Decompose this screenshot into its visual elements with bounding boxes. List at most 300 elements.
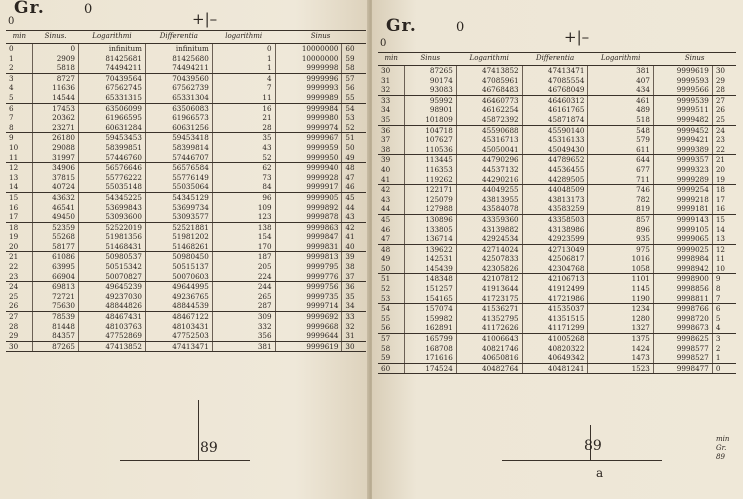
table-cell: 54 xyxy=(342,103,366,113)
table-cell: 49 xyxy=(381,254,391,264)
table-cell: 145439 xyxy=(404,264,456,274)
table-cell: 22 xyxy=(9,262,19,272)
table-row xyxy=(6,301,366,311)
table-cell: 39 xyxy=(381,155,391,165)
table-cell: 30 xyxy=(342,341,366,352)
table-cell: 47752503 xyxy=(145,331,212,341)
table-cell: 40481241 xyxy=(522,363,588,374)
table-cell: 43813173 xyxy=(522,195,588,205)
table-cell: 154165 xyxy=(404,294,456,304)
table-cell: 48467431 xyxy=(79,312,146,322)
table-cell: 5818 xyxy=(33,63,79,73)
table-cell: 9999974 xyxy=(275,123,342,133)
table-cell: 9999892 xyxy=(275,203,342,213)
table-cell: 98901 xyxy=(404,105,456,115)
table-cell: 42507833 xyxy=(456,254,522,264)
table-row xyxy=(6,272,366,282)
table-cell: 74494211 xyxy=(145,63,212,73)
table-row xyxy=(6,292,366,302)
table-cell: 60 xyxy=(378,363,404,374)
table-cell: 9999980 xyxy=(275,113,342,123)
table-cell: 30 xyxy=(381,66,391,75)
table-row xyxy=(378,85,736,95)
table-cell: 37815 xyxy=(33,173,79,183)
table-cell: 46541 xyxy=(33,203,79,213)
column-header: Logarithmi xyxy=(456,53,522,66)
table-cell: 45590140 xyxy=(522,125,588,135)
table-cell: 122171 xyxy=(404,185,456,195)
table-cell: 54345225 xyxy=(79,192,146,202)
column-header: logarithmi xyxy=(212,31,275,44)
page-header-left: Gr. xyxy=(14,0,45,18)
table-row xyxy=(378,353,736,363)
table-row xyxy=(378,284,736,294)
table-cell: 41352795 xyxy=(456,314,522,324)
table-cell: 0 xyxy=(712,363,736,374)
table-row xyxy=(378,165,736,175)
table-cell: 66904 xyxy=(33,272,79,282)
table-cell: 96 xyxy=(212,192,275,202)
table-cell: 45316133 xyxy=(522,135,588,145)
table-cell: 29088 xyxy=(33,143,79,153)
table-row xyxy=(378,95,736,105)
table-cell: 41 xyxy=(378,175,404,185)
table-cell: 139622 xyxy=(404,244,456,254)
table-row xyxy=(378,204,736,214)
page-number-left: 89 xyxy=(200,440,218,456)
table-cell: 45590688 xyxy=(456,125,522,135)
table-cell: 157074 xyxy=(404,304,456,314)
table-cell: 67562739 xyxy=(145,83,212,93)
table-cell: 51468431 xyxy=(79,242,146,252)
table-cell: 3 xyxy=(712,334,736,344)
table-row xyxy=(378,105,736,115)
table-cell: 59453418 xyxy=(145,133,212,143)
table-cell: 55776149 xyxy=(145,173,212,183)
table-cell: 9998766 xyxy=(653,304,712,314)
table-cell: 265 xyxy=(212,292,275,302)
table-cell: 42305826 xyxy=(456,264,522,274)
table-row xyxy=(378,145,736,155)
table-cell: 113445 xyxy=(404,155,456,165)
table-cell: 123 xyxy=(212,212,275,222)
table-cell: 857 xyxy=(588,214,653,224)
table-cell: 40650816 xyxy=(456,353,522,363)
table-row xyxy=(6,113,366,123)
table-cell: 50980450 xyxy=(145,252,212,262)
table-cell: 2 xyxy=(6,63,33,73)
table-cell: 43359360 xyxy=(456,214,522,224)
table-cell: 127988 xyxy=(404,204,456,214)
table-cell: 43139882 xyxy=(456,225,522,235)
table-cell: 46161765 xyxy=(522,105,588,115)
table-cell: 44 xyxy=(378,204,404,214)
table-cell: 15 xyxy=(9,192,19,202)
table-cell: 8727 xyxy=(33,73,79,83)
table-cell: 84357 xyxy=(33,331,79,341)
table-cell: 19 xyxy=(9,232,19,242)
table-cell: 14 xyxy=(6,182,33,192)
table-cell: 40482764 xyxy=(456,363,522,374)
table-row xyxy=(378,135,736,145)
table-row xyxy=(378,264,736,274)
table-cell: 1424 xyxy=(588,344,653,354)
table-cell: 9999593 xyxy=(653,76,712,86)
table-row xyxy=(378,155,736,165)
table-cell: 41913644 xyxy=(456,284,522,294)
table-cell: 9998984 xyxy=(653,254,712,264)
table-cell: 43632 xyxy=(33,192,79,202)
table-cell: 45049430 xyxy=(522,145,588,155)
table-cell: 44289505 xyxy=(522,175,588,185)
table-cell: 20 xyxy=(6,242,33,252)
table-cell: 101809 xyxy=(404,115,456,125)
right-page xyxy=(372,0,743,499)
table-cell: 9999482 xyxy=(653,115,712,125)
table-cell: 44537132 xyxy=(456,165,522,175)
table-cell: 142531 xyxy=(404,254,456,264)
table-row xyxy=(6,262,366,272)
table-cell: 43358503 xyxy=(522,214,588,224)
table-cell: 45050041 xyxy=(456,145,522,155)
table-cell: 47413852 xyxy=(456,66,522,76)
table-cell: 60 xyxy=(342,44,366,54)
table-cell: 1190 xyxy=(588,294,653,304)
table-row xyxy=(378,304,736,314)
table-cell: 53093600 xyxy=(79,212,146,222)
column-header: min xyxy=(378,53,404,66)
table-cell: 53 xyxy=(378,294,404,304)
table-cell: 48 xyxy=(381,244,391,254)
table-cell: 44790296 xyxy=(456,155,522,165)
table-cell: 41721986 xyxy=(522,294,588,304)
table-cell: 9999452 xyxy=(653,125,712,135)
table-cell: 25 xyxy=(712,115,736,125)
table-cell: 12 xyxy=(712,244,736,254)
table-row xyxy=(6,203,366,213)
table-cell: 51 xyxy=(381,274,391,284)
table-cell: 25 xyxy=(9,291,19,301)
table-cell: 60631284 xyxy=(79,123,146,133)
table-cell: 579 xyxy=(588,135,653,145)
table-cell: 55268 xyxy=(33,232,79,242)
table-cell: 45316713 xyxy=(456,135,522,145)
table-cell: 58177 xyxy=(33,242,79,252)
table-cell: 14 xyxy=(712,225,736,235)
table-cell: 50070603 xyxy=(145,272,212,282)
table-cell: 644 xyxy=(588,155,653,165)
table-cell: 287 xyxy=(212,301,275,311)
table-cell: 41535037 xyxy=(522,304,588,314)
table-cell: 53699734 xyxy=(145,203,212,213)
table-cell: 52359 xyxy=(33,222,79,232)
table-cell: 55035064 xyxy=(145,182,212,192)
table-row xyxy=(378,214,736,224)
table-cell: 59 xyxy=(342,54,366,64)
table-cell: 11636 xyxy=(33,83,79,93)
table-cell: 50980537 xyxy=(79,252,146,262)
table-cell: 67562745 xyxy=(79,83,146,93)
table-cell: 35 xyxy=(342,292,366,302)
table-cell: 11 xyxy=(6,153,33,163)
table-cell: 95992 xyxy=(404,95,456,105)
table-cell: 935 xyxy=(588,234,653,244)
table-cell: 61966595 xyxy=(79,113,146,123)
table-cell: 42713049 xyxy=(522,244,588,254)
table-cell: 65331315 xyxy=(79,93,146,103)
table-cell: 381 xyxy=(212,341,275,352)
table-cell: 8 xyxy=(712,284,736,294)
table-cell: 9999950 xyxy=(275,153,342,163)
table-cell: 162891 xyxy=(404,323,456,333)
table-cell: 93083 xyxy=(404,85,456,95)
footer-rule-left xyxy=(120,460,250,461)
table-cell: 22 xyxy=(712,145,736,155)
table-cell: 52 xyxy=(381,284,391,294)
table-cell: 36 xyxy=(381,125,391,135)
table-row xyxy=(378,344,736,354)
table-cell: 9999967 xyxy=(275,133,342,143)
table-cell: 65331304 xyxy=(145,93,212,103)
column-header: Logarithmi xyxy=(588,53,653,66)
table-cell: 60631256 xyxy=(145,123,212,133)
table-cell: 30 xyxy=(6,341,33,352)
table-cell: 9 xyxy=(712,274,736,284)
table-cell: 165799 xyxy=(404,334,456,344)
table-cell: 46 xyxy=(381,224,391,234)
table-cell: 41172626 xyxy=(456,323,522,333)
table-cell: 1523 xyxy=(588,363,653,374)
table-cell: 1375 xyxy=(588,334,653,344)
table-cell: 34906 xyxy=(33,163,79,173)
table-cell: 41005268 xyxy=(522,334,588,344)
table-cell: 11 xyxy=(712,254,736,264)
table-cell: 62 xyxy=(212,163,275,173)
table-cell: 9999984 xyxy=(275,103,342,113)
table-cell: 434 xyxy=(588,85,653,95)
table-cell: 19 xyxy=(712,175,736,185)
table-cell: 41912499 xyxy=(522,284,588,294)
table-cell: 45 xyxy=(342,192,366,202)
table-cell: 46768049 xyxy=(522,85,588,95)
table-cell: 24 xyxy=(712,125,736,135)
table-cell: 9999831 xyxy=(275,242,342,252)
table-cell: 171616 xyxy=(404,353,456,363)
table-row xyxy=(378,363,736,374)
table-row xyxy=(6,212,366,222)
table-cell: 55 xyxy=(342,93,366,103)
table-cell: 9999389 xyxy=(653,145,712,155)
table-row xyxy=(6,83,366,93)
table-cell: 9999917 xyxy=(275,182,342,192)
table-cell: 41723175 xyxy=(456,294,522,304)
table-cell: 138 xyxy=(212,222,275,232)
table-cell: 47 xyxy=(342,173,366,183)
degree-label-right: 0 xyxy=(456,20,465,35)
table-cell: 148348 xyxy=(404,274,456,284)
table-cell: 2 xyxy=(712,344,736,354)
table-cell: 74494211 xyxy=(79,63,146,73)
table-cell: 44536455 xyxy=(522,165,588,175)
table-cell: 75630 xyxy=(33,301,79,311)
table-cell: 30 xyxy=(712,66,736,76)
table-cell: 9999940 xyxy=(275,163,342,173)
table-cell: 1280 xyxy=(588,314,653,324)
table-cell: 10000000 xyxy=(275,54,342,64)
footer-notes-right xyxy=(716,435,729,462)
table-cell: 31 xyxy=(342,331,366,341)
table-cell: 42 xyxy=(381,185,391,195)
table-cell: 9998527 xyxy=(653,353,712,363)
table-cell: 44049255 xyxy=(456,185,522,195)
table-row xyxy=(6,143,366,153)
table-cell: 43583259 xyxy=(522,204,588,214)
table-cell: 29 xyxy=(712,76,736,86)
table-cell: 50515342 xyxy=(79,262,146,272)
table-cell: 309 xyxy=(212,312,275,322)
table-cell: 9999847 xyxy=(275,232,342,242)
table-row xyxy=(378,115,736,125)
table-cell: 21 xyxy=(212,113,275,123)
table-cell: 9999813 xyxy=(275,252,342,262)
table-cell: 46460773 xyxy=(456,95,522,105)
column-header: Differentia xyxy=(522,53,588,66)
table-cell: 43584078 xyxy=(456,204,522,214)
table-cell: 381 xyxy=(588,66,653,76)
table-cell: 81425680 xyxy=(145,54,212,64)
table-cell: 9999065 xyxy=(653,234,712,244)
table-cell: 59 xyxy=(378,353,404,363)
table-cell: 2909 xyxy=(33,54,79,64)
table-cell: 9999025 xyxy=(653,244,712,254)
table-cell: 16 xyxy=(9,202,19,212)
table-cell: 9998577 xyxy=(653,344,712,354)
table-cell: 107627 xyxy=(404,135,456,145)
cross-symbol-left: +|– xyxy=(192,10,218,28)
table-row xyxy=(6,173,366,183)
table-cell: 27 xyxy=(9,312,19,322)
table-cell: infinitum xyxy=(79,44,146,54)
table-cell: 205 xyxy=(212,262,275,272)
table-cell: 46162254 xyxy=(456,105,522,115)
table-cell: 61966573 xyxy=(145,113,212,123)
table-cell: 35 xyxy=(378,115,404,125)
column-header: Sinus xyxy=(404,53,456,66)
table-cell: 41171299 xyxy=(522,323,588,333)
table-cell: 9999668 xyxy=(275,322,342,332)
table-cell: 40820322 xyxy=(522,344,588,354)
table-cell: 9999511 xyxy=(653,105,712,115)
table-row xyxy=(6,153,366,163)
table-cell: 20 xyxy=(712,165,736,175)
table-cell: 9998856 xyxy=(653,284,712,294)
table-cell: 9998942 xyxy=(653,264,712,274)
table-cell: 53 xyxy=(342,113,366,123)
table-cell: 69813 xyxy=(33,282,79,292)
table-cell: 56 xyxy=(378,323,404,333)
table-cell: 49644995 xyxy=(145,282,212,292)
table-cell: 26 xyxy=(712,105,736,115)
table-cell: 154 xyxy=(212,232,275,242)
table-cell: 29 xyxy=(6,331,33,341)
table-cell: 23271 xyxy=(33,123,79,133)
table-row xyxy=(6,182,366,192)
column-header: min xyxy=(6,31,33,44)
table-cell: 34 xyxy=(342,301,366,311)
table-cell: 9999714 xyxy=(275,301,342,311)
table-cell: 44290216 xyxy=(456,175,522,185)
table-cell: 9999756 xyxy=(275,282,342,292)
table-cell: 110536 xyxy=(404,145,456,155)
table-cell: 70439564 xyxy=(79,73,146,83)
table-cell: 43 xyxy=(342,212,366,222)
table-cell: 9999254 xyxy=(653,185,712,195)
table-cell: 32 xyxy=(342,322,366,332)
table-cell: 9999619 xyxy=(275,341,342,352)
table-cell: 43 xyxy=(212,143,275,153)
table-cell: 42924534 xyxy=(456,234,522,244)
table-row xyxy=(6,163,366,173)
table-cell: 55 xyxy=(381,313,391,323)
table-cell: 896 xyxy=(588,225,653,235)
table-cell: 40724 xyxy=(33,182,79,192)
table-cell: 41536271 xyxy=(456,304,522,314)
table-row xyxy=(378,185,736,195)
page-number-right: 89 xyxy=(584,438,602,454)
table-cell: 28 xyxy=(712,85,736,95)
table-cell: 104718 xyxy=(404,125,456,135)
table-row xyxy=(6,44,366,54)
table-cell: 9999928 xyxy=(275,173,342,183)
table-cell: 78539 xyxy=(33,312,79,322)
table-cell: 782 xyxy=(588,195,653,205)
table-row xyxy=(6,63,366,73)
table-cell: 70439560 xyxy=(145,73,212,83)
table-cell: 49236765 xyxy=(145,292,212,302)
table-cell: 548 xyxy=(588,125,653,135)
table-cell: 56 xyxy=(342,83,366,93)
footer-note: 89 xyxy=(716,453,725,461)
table-row xyxy=(6,341,366,352)
table-cell: 27 xyxy=(712,95,736,105)
table-cell: 38 xyxy=(378,145,404,155)
table-cell: 0 xyxy=(33,44,79,54)
column-header: Logarithmi xyxy=(79,31,146,44)
table-cell: 332 xyxy=(212,322,275,332)
table-cell: 72721 xyxy=(33,292,79,302)
table-cell: 48103763 xyxy=(79,322,146,332)
table-cell: 9998811 xyxy=(653,294,712,304)
table-cell: 49450 xyxy=(33,212,79,222)
table-cell: 48467122 xyxy=(145,312,212,322)
table-row xyxy=(378,244,736,254)
table-cell: 9999323 xyxy=(653,165,712,175)
table-cell: 56576646 xyxy=(79,163,146,173)
table-cell: 16 xyxy=(712,204,736,214)
table-cell: 42714024 xyxy=(456,244,522,254)
table-cell: 16 xyxy=(212,103,275,113)
table-cell: 47413471 xyxy=(522,66,588,76)
table-cell: 518 xyxy=(588,115,653,125)
table-row xyxy=(6,232,366,242)
table-cell: 13 xyxy=(9,172,19,182)
table-cell: 87265 xyxy=(404,66,456,76)
table-cell: 33 xyxy=(381,95,391,105)
table-cell: 63995 xyxy=(33,262,79,272)
table-cell: 41351515 xyxy=(522,314,588,324)
table-cell: 39 xyxy=(342,252,366,262)
table-cell: 32 xyxy=(378,85,404,95)
